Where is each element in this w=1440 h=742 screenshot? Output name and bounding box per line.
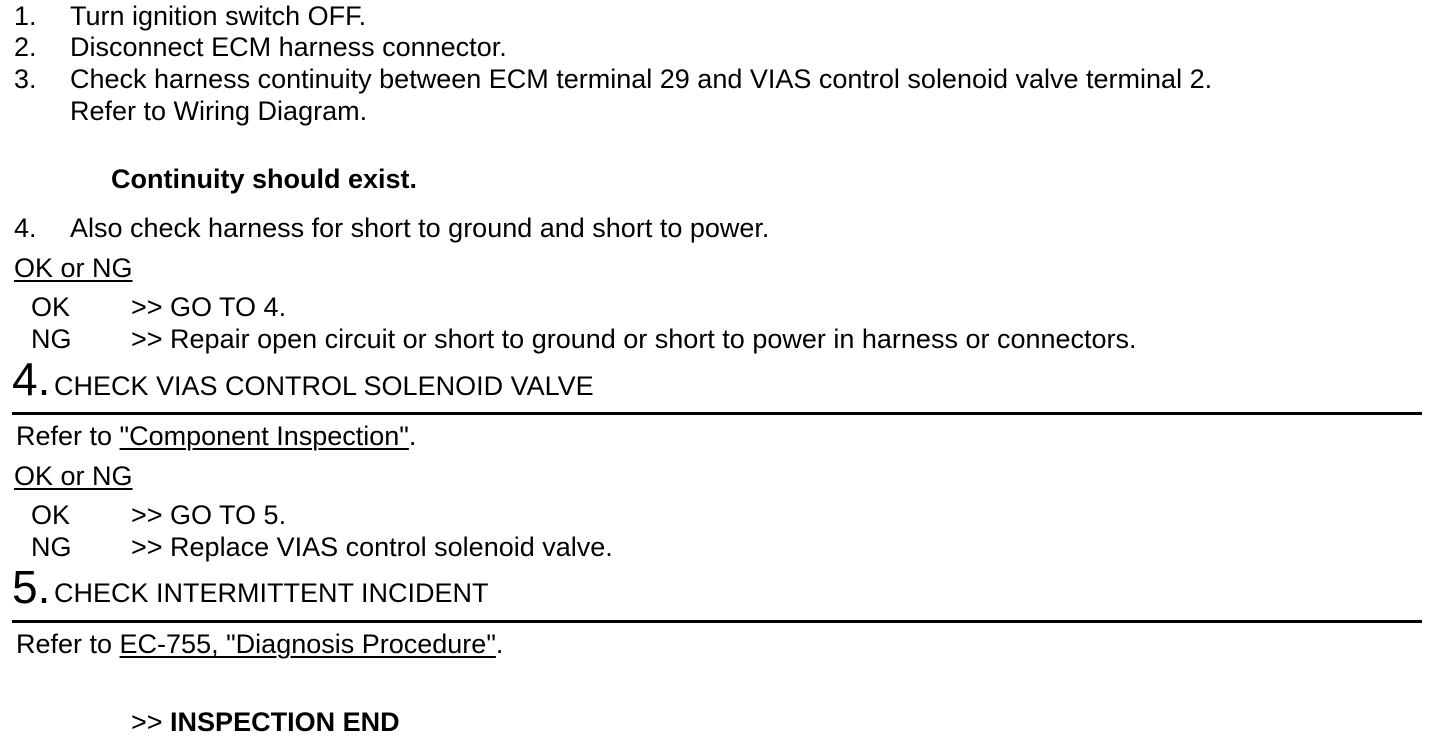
step-text: Disconnect ECM harness connector. <box>70 32 507 62</box>
step-text: Check harness continuity between ECM terminal 29 and VIAS control solenoid valve terminal 2. <box>70 64 1213 94</box>
step-number: 1. <box>14 1 37 31</box>
ok-action: >> GO TO 4. <box>131 292 287 322</box>
section-divider <box>12 412 1422 415</box>
ng-label: NG <box>31 532 72 562</box>
ok-label: OK <box>31 500 71 530</box>
ok-action: >> GO TO 5. <box>131 500 287 530</box>
ng-action: >> Repair open circuit or short to ground or short to power in harness or connectors. <box>131 324 1137 354</box>
step-text: Turn ignition switch OFF. <box>70 1 367 31</box>
continuity-note: Continuity should exist. <box>111 164 418 194</box>
inspection-end <box>131 706 400 738</box>
end-prefix: >> <box>131 707 171 737</box>
ng-action: >> Replace VIAS control solenoid valve. <box>131 532 613 562</box>
step-number: 4. <box>14 213 37 243</box>
ng-label: NG <box>31 324 72 354</box>
section-number: 5. <box>12 561 51 613</box>
refer-suffix: . <box>495 629 504 659</box>
ok-ng-heading: OK or NG <box>14 461 133 491</box>
diagnosis-procedure-link[interactable]: EC-755, "Diagnosis Procedure" <box>119 629 496 659</box>
step-text: Also check harness for short to ground and short to power. <box>70 213 770 243</box>
component-inspection-link[interactable]: "Component Inspection" <box>119 421 409 451</box>
section-divider <box>12 620 1422 623</box>
section-number: 4. <box>12 353 51 405</box>
refer-prefix: Refer to <box>16 421 120 451</box>
end-label: INSPECTION END <box>170 707 400 737</box>
step-number: 2. <box>14 32 37 62</box>
step-text-continued: Refer to Wiring Diagram. <box>70 96 368 126</box>
ok-label: OK <box>31 292 71 322</box>
refer-suffix: . <box>408 421 417 451</box>
refer-prefix: Refer to <box>16 629 120 659</box>
section-title: CHECK INTERMITTENT INCIDENT <box>54 578 489 608</box>
refer-line <box>16 420 416 452</box>
refer-line <box>16 628 503 660</box>
section-title: CHECK VIAS CONTROL SOLENOID VALVE <box>54 371 594 401</box>
ok-ng-heading: OK or NG <box>14 253 133 283</box>
step-number: 3. <box>14 64 37 94</box>
